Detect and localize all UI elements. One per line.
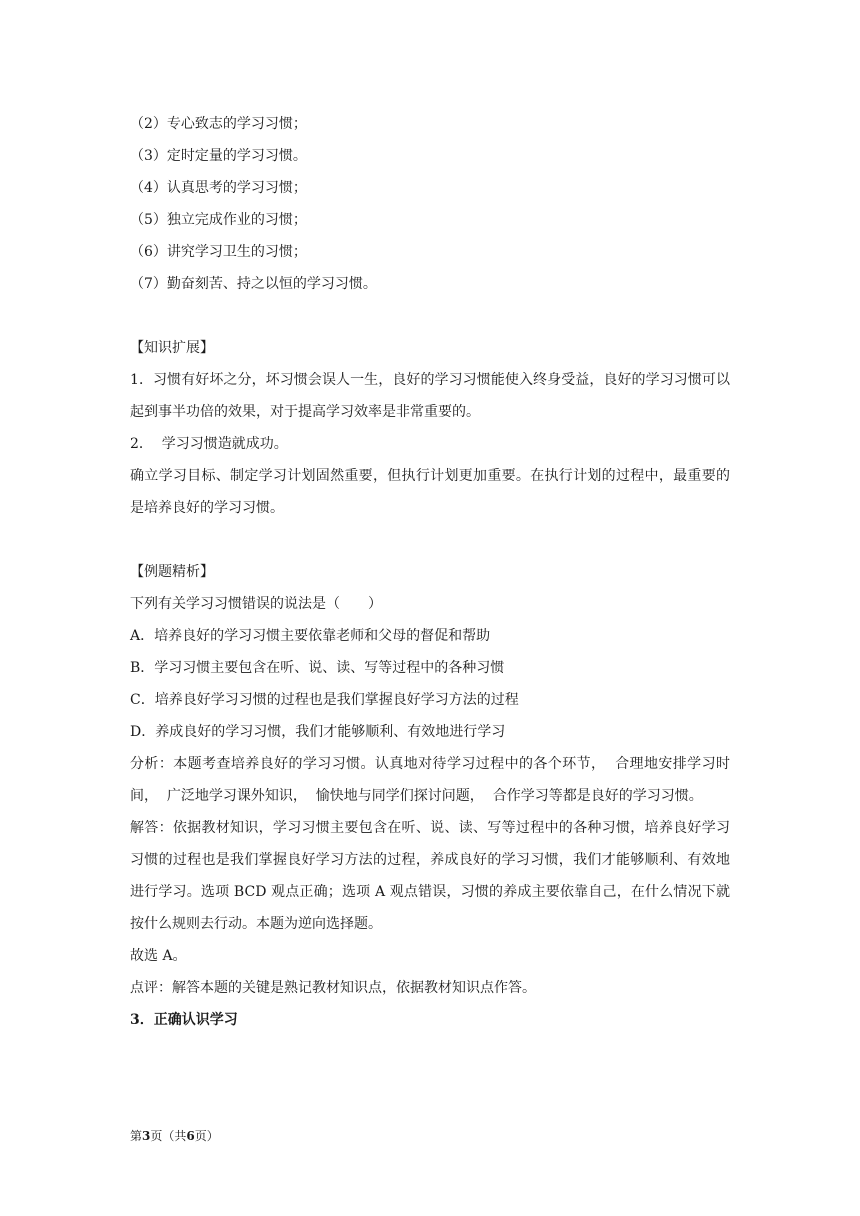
list-item: （5）独立完成作业的习惯； <box>130 212 307 228</box>
list-item: （7）勤奋刻苦、持之以恒的学习习惯。 <box>130 276 377 292</box>
footer-page-number: 3 <box>142 1129 151 1143</box>
comment-line: 点评：解答本题的关键是熟记教材知识点，依据教材知识点作答。 <box>130 980 536 996</box>
footer-suffix: 页） <box>194 1129 219 1143</box>
spacer <box>130 524 730 556</box>
knowledge-paragraph-1: 1．习惯有好坏之分，坏习惯会误人一生，良好的学习习惯能使入终身受益，良好的学习习惯可以起到事半功倍的效果，对于提高学习效率是非常重要的。 <box>130 372 730 420</box>
question-text: 下列有关学习习惯错误的说法是（ ） <box>130 596 382 612</box>
choice-line: 故选 A。 <box>130 948 187 964</box>
knowledge-paragraph-3: 确立学习目标、制定学习计划固然重要，但执行计划更加重要。在执行计划的过程中，最重要的是培养良好的学习习惯。 <box>130 468 730 516</box>
list-item: （6）讲究学习卫生的习惯； <box>130 244 307 260</box>
option-b: B．学习习惯主要包含在听、说、读、写等过程中的各种习惯 <box>130 660 505 676</box>
footer-middle: 页（共 <box>150 1129 187 1143</box>
document-body <box>130 108 730 1036</box>
option-c: C．培养良好学习习惯的过程也是我们掌握良好学习方法的过程 <box>130 692 519 708</box>
page-footer <box>130 1126 219 1146</box>
list-item: （3）定时定量的学习习惯。 <box>130 148 307 164</box>
knowledge-paragraph-2: 2． 学习习惯造就成功。 <box>130 436 288 452</box>
list-item: （2）专心致志的学习习惯； <box>130 116 307 132</box>
footer-prefix: 第 <box>130 1129 143 1143</box>
answer-paragraph: 解答：依据教材知识，学习习惯主要包含在听、说、读、写等过程中的各种习惯，培养良好学习习惯的过程也是我们掌握良好学习方法的过程，养成良好的学习习惯，我们才能够顺利、有效地进行学习。选项 BCD 观点正确；选项 A 观点错误，习惯的养成主要依靠自己，在什么情况下就按什么规则去行动。本题为逆向选择题。 <box>130 820 730 932</box>
spacer <box>130 300 730 332</box>
knowledge-heading: 【知识扩展】 <box>130 340 214 356</box>
option-a: A．培养良好的学习习惯主要依靠老师和父母的督促和帮助 <box>130 628 491 644</box>
option-d: D．养成良好的学习习惯，我们才能够顺利、有效地进行学习 <box>130 724 506 740</box>
section-heading: 3．正确认识学习 <box>130 1012 238 1028</box>
analysis-paragraph: 分析：本题考查培养良好的学习习惯。认真地对待学习过程中的各个环节， 合理地安排学习时间， 广泛地学习课外知识， 愉快地与同学们探讨问题， 合作学习等都是良好的学习习惯。 <box>130 756 730 804</box>
footer-total-pages: 6 <box>186 1129 195 1143</box>
example-heading: 【例题精析】 <box>130 564 214 580</box>
list-item: （4）认真思考的学习习惯； <box>130 180 307 196</box>
